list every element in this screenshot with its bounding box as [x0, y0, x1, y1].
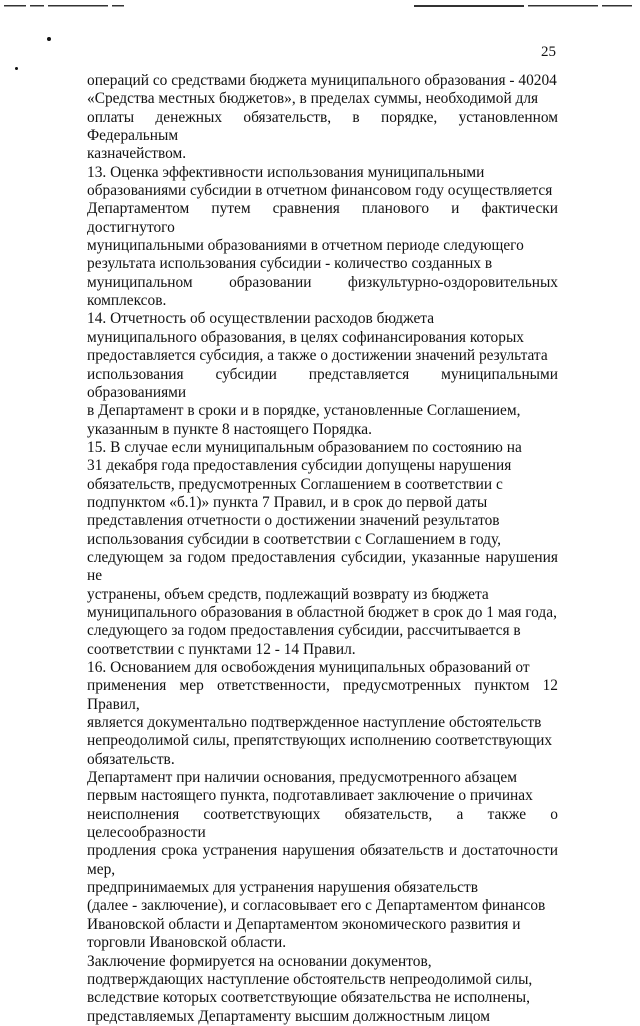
paragraph-treasury-operations: операций со средствами бюджета муниципального образования - 40204 «Средства местных бюджетов», в пределах суммы, необходимой для оплаты денежных обязательств, в порядке, установленном Федеральным казначейством. [87, 72, 558, 163]
paragraph-14-reporting: 14. Отчетность об осуществлении расходов бюджета муниципального образования, в целях софинансирования которых предоставляется субсидия, а также о достижении значений результата использования субсидии представляется муниципальными образованиями в Департамент в сроки и в порядке, установленные Соглашением, указанным в пункте 8 настоящего Порядка. [87, 310, 558, 438]
paragraph-department-conclusion: Департамент при наличии основания, предусмотренного абзацем первым настоящего пункта, подготавливает заключение о причинах неисполнения соответствующих обязательств, а также о целесообразности продления срока устранения нарушения обязательств и достаточности мер, предпринимаемых для устранения нарушения обязательств (далее - заключение), и согласовывает его с Департаментом финансов Ивановской области и Департаментом экономического развития и торговли Ивановской области. [87, 769, 558, 952]
page-number: 25 [541, 44, 556, 60]
paragraph-15-violations: 15. В случае если муниципальным образованием по состоянию на 31 декабря года предоставления субсидии допущены нарушения обязательств, предусмотренных Соглашением в соответствии с подпунктом «б.1)» пункта 7 Правил, и в срок до первой даты представления отчетности о достижении значений результатов использования субсидии в соответствии с Соглашением в году, следующем за годом предоставления субсидии, указанные нарушения не устранены, объем средств, подлежащий возврату из бюджета муниципального образования в областной бюджет в срок до 1 мая года, следующего за годом предоставления субсидии, рассчитывается в соответствии с пунктами 12 - 14 Правил. [87, 438, 558, 658]
paragraph-conclusion-formation: Заключение формируется на основании документов, подтверждающих наступление обстоятельств непреодолимой силы, вследствие которых соответствующие обязательства не исполнены, представляемых Департаменту высшим должностным лицом [87, 952, 533, 1025]
scan-header-artifacts [0, 0, 640, 12]
scan-noise-strip [0, 1, 640, 13]
paragraph-13-efficiency: 13. Оценка эффективности использования муниципальными образованиями субсидии в отчетном финансовом году осуществляется Департаментом путем сравнения планового и фактически достигнутого муниципальными образованиями в отчетном периоде следующего результата использования субсидии - количество созданных в муниципальном образовании физкультурно-оздоровительных комплексов. [87, 163, 558, 310]
scan-dot-mark [15, 67, 18, 70]
paragraph-16-exemption: 16. Основанием для освобождения муниципальных образований от применения мер ответственности, предусмотренных пунктом 12 Правил, является документально подтвержденное наступление обстоятельств непреодолимой силы, препятствующих исполнению соответствующих обязательств. [87, 659, 558, 768]
scan-dot-mark [47, 37, 51, 41]
document-body [87, 72, 558, 1026]
